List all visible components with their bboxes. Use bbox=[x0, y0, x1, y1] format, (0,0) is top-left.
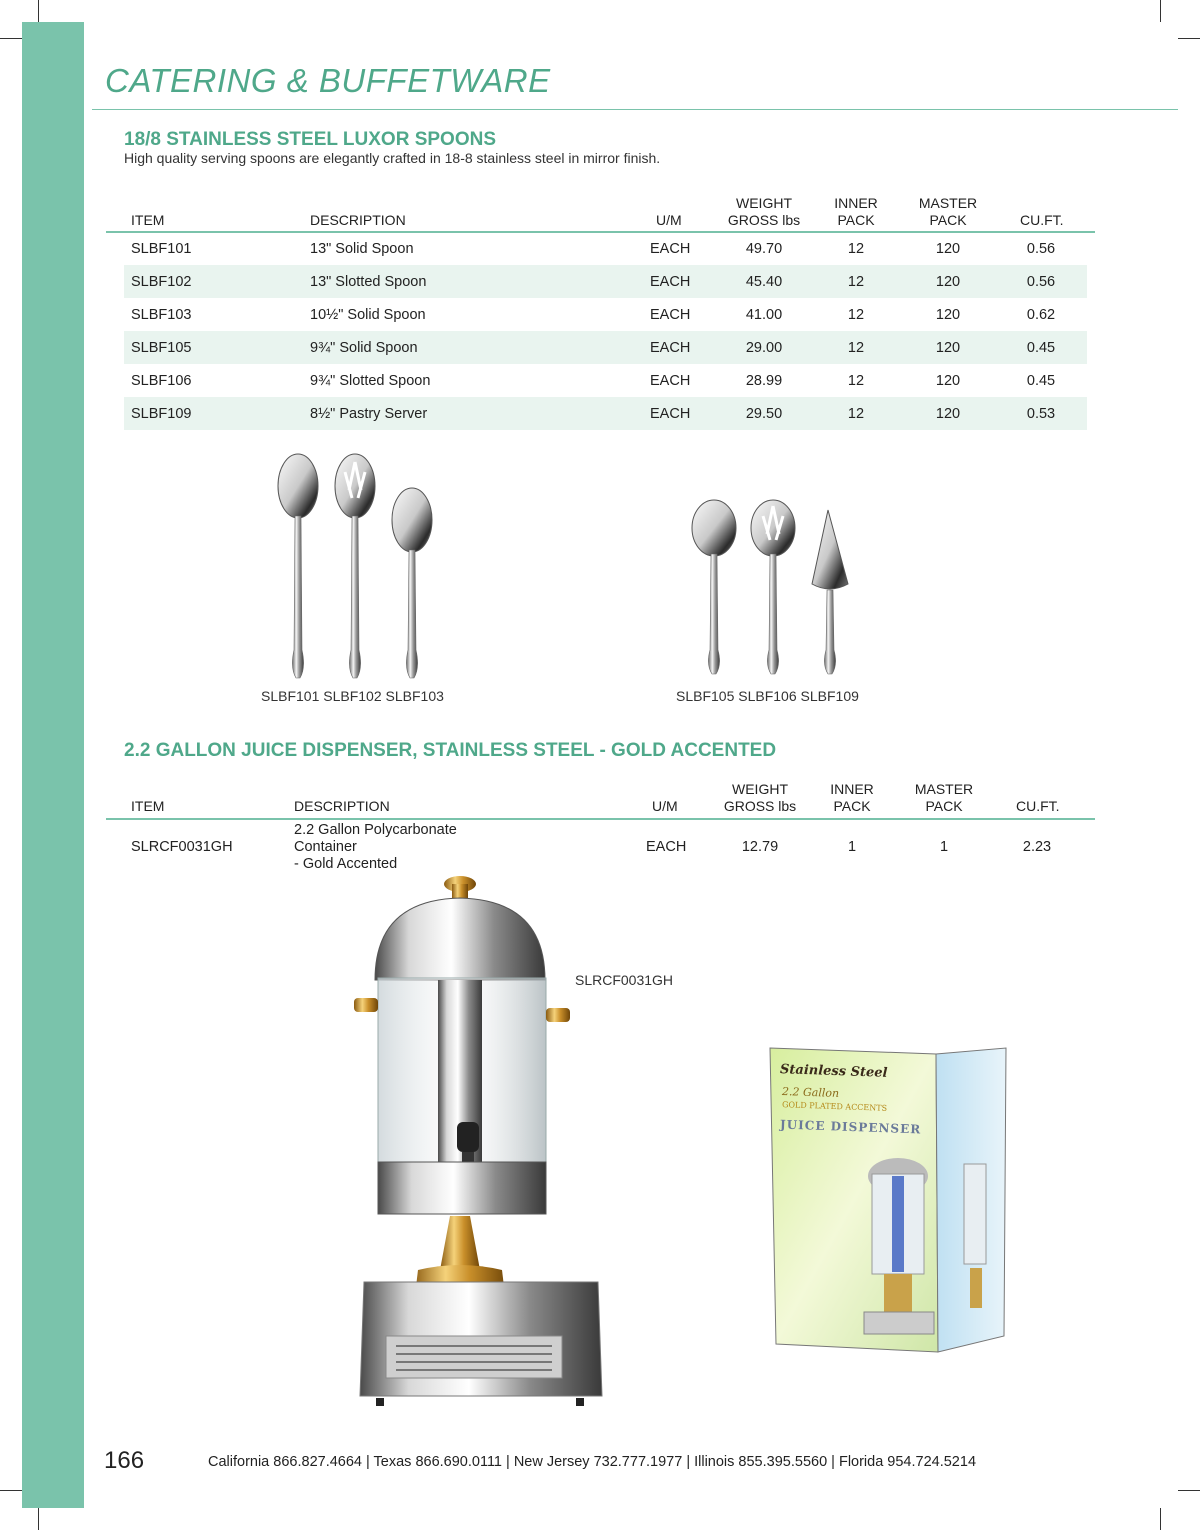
cell-item: SLBF106 bbox=[131, 373, 192, 389]
cell-master: 120 bbox=[935, 274, 961, 290]
cell-description: 13" Slotted Spoon bbox=[310, 274, 427, 290]
box-text-line4: JUICE DISPENSER bbox=[779, 1117, 922, 1137]
page-title: CATERING & BUFFETWARE bbox=[105, 62, 551, 99]
crop-mark bbox=[0, 1490, 22, 1491]
cell-inner: 12 bbox=[847, 241, 865, 257]
dispenser-header-rule bbox=[106, 818, 1095, 820]
col-inner-pack bbox=[818, 781, 886, 815]
crop-mark bbox=[1160, 1508, 1161, 1530]
col-weight bbox=[714, 781, 806, 815]
spoon-slbf106-image bbox=[751, 500, 795, 674]
col-cuft: CU.FT. bbox=[1020, 212, 1064, 228]
box-text-line2: 2.2 Gallon bbox=[781, 1085, 840, 1100]
col-description: DESCRIPTION bbox=[310, 212, 406, 228]
cell-inner: 12 bbox=[847, 340, 865, 356]
footer-contacts: California 866.827.4664 | Texas 866.690.0111 | New Jersey 732.777.1977 | Illinois 855.395.5560 | Florida 954.724.5214 bbox=[208, 1454, 977, 1470]
cell-description: 13" Solid Spoon bbox=[310, 241, 414, 257]
cell-cuft: 2.23 bbox=[1022, 839, 1052, 855]
cell-um: EACH bbox=[650, 274, 691, 290]
cell-weight: 28.99 bbox=[745, 373, 783, 389]
cell-um: EACH bbox=[650, 406, 691, 422]
cell-cuft: 0.56 bbox=[1026, 274, 1056, 290]
cell-description: 9¾" Slotted Spoon bbox=[310, 373, 431, 389]
cell-cuft: 0.56 bbox=[1026, 241, 1056, 257]
col-um: U/M bbox=[656, 212, 682, 228]
spoon-slbf109-image bbox=[812, 510, 848, 674]
box-text-line1: Stainless Steel bbox=[779, 1062, 888, 1081]
box-text-line3: GOLD PLATED ACCENTS bbox=[781, 1100, 888, 1113]
cell-description: 9¾" Solid Spoon bbox=[310, 340, 418, 356]
dispenser-caption: SLRCF0031GH bbox=[575, 972, 674, 988]
cell-inner: 12 bbox=[847, 406, 865, 422]
cell-inner: 12 bbox=[847, 274, 865, 290]
col-weight-line1: WEIGHT bbox=[736, 195, 792, 211]
cell-um: EACH bbox=[650, 340, 691, 356]
col-item: ITEM bbox=[131, 798, 165, 814]
cell-item: SLBF105 bbox=[131, 340, 192, 356]
cell-cuft: 0.45 bbox=[1026, 340, 1056, 356]
cell-weight: 49.70 bbox=[745, 241, 783, 257]
cell-master: 120 bbox=[935, 241, 961, 257]
col-master-line2: PACK bbox=[925, 798, 963, 814]
col-inner-line1: INNER bbox=[830, 781, 874, 797]
cell-item: SLBF101 bbox=[131, 241, 192, 257]
cell-item: SLBF109 bbox=[131, 406, 192, 422]
dispenser-section-title: 2.2 GALLON JUICE DISPENSER, STAINLESS STEEL - GOLD ACCENTED bbox=[124, 740, 777, 761]
cell-item: SLBF103 bbox=[131, 307, 192, 323]
col-description: DESCRIPTION bbox=[294, 798, 390, 814]
col-um: U/M bbox=[652, 798, 678, 814]
dispenser-box-image bbox=[768, 1044, 1008, 1358]
col-master-line1: MASTER bbox=[918, 195, 978, 211]
cell-master: 120 bbox=[935, 373, 961, 389]
col-weight-line2: GROSS lbs bbox=[727, 212, 801, 228]
cell-master: 1 bbox=[939, 839, 949, 855]
cell-description-line1: 2.2 Gallon Polycarbonate bbox=[294, 822, 457, 838]
cell-item: SLBF102 bbox=[131, 274, 192, 290]
cell-description: 10½" Solid Spoon bbox=[310, 307, 426, 323]
spoons-section-title: 18/8 STAINLESS STEEL LUXOR SPOONS bbox=[124, 129, 496, 150]
col-inner-line2: PACK bbox=[837, 212, 875, 228]
col-weight-line2: GROSS lbs bbox=[723, 798, 797, 814]
spoon-slbf102-image bbox=[335, 454, 375, 678]
spoon-slbf105-image bbox=[692, 500, 736, 674]
cell-master: 120 bbox=[935, 340, 961, 356]
page-number: 166 bbox=[104, 1447, 145, 1474]
spoons-caption-left: SLBF101 SLBF102 SLBF103 bbox=[261, 688, 444, 704]
col-inner-line1: INNER bbox=[834, 195, 878, 211]
spoon-slbf103-image bbox=[392, 488, 432, 678]
col-master-pack bbox=[904, 781, 984, 815]
cell-weight: 29.00 bbox=[745, 340, 783, 356]
cell-inner: 1 bbox=[847, 839, 857, 855]
spoons-illustration bbox=[0, 0, 1200, 720]
crop-mark bbox=[1178, 1490, 1200, 1491]
col-master-line2: PACK bbox=[929, 212, 967, 228]
col-item: ITEM bbox=[131, 212, 165, 228]
col-weight-line1: WEIGHT bbox=[732, 781, 788, 797]
cell-weight: 41.00 bbox=[745, 307, 783, 323]
col-inner-line2: PACK bbox=[833, 798, 871, 814]
cell-description bbox=[294, 822, 457, 873]
cell-cuft: 0.45 bbox=[1026, 373, 1056, 389]
cell-cuft: 0.62 bbox=[1026, 307, 1056, 323]
cell-cuft: 0.53 bbox=[1026, 406, 1056, 422]
cell-weight: 45.40 bbox=[745, 274, 783, 290]
cell-weight: 29.50 bbox=[745, 406, 783, 422]
cell-inner: 12 bbox=[847, 307, 865, 323]
cell-description-line3: - Gold Accented bbox=[294, 856, 398, 872]
col-cuft: CU.FT. bbox=[1016, 798, 1060, 814]
spoons-caption-right: SLBF105 SLBF106 SLBF109 bbox=[676, 688, 859, 704]
spoons-section-description: High quality serving spoons are elegantly crafted in 18-8 stainless steel in mirror finish. bbox=[124, 150, 661, 166]
cell-inner: 12 bbox=[847, 373, 865, 389]
cell-um: EACH bbox=[646, 839, 687, 855]
cell-description: 8½" Pastry Server bbox=[310, 406, 428, 422]
col-master-line1: MASTER bbox=[914, 781, 974, 797]
cell-item: SLRCF0031GH bbox=[131, 839, 233, 855]
cell-um: EACH bbox=[650, 307, 691, 323]
cell-um: EACH bbox=[650, 373, 691, 389]
cell-weight: 12.79 bbox=[741, 839, 779, 855]
crop-mark bbox=[38, 1508, 39, 1530]
cell-description-line2: Container bbox=[294, 839, 357, 855]
cell-master: 120 bbox=[935, 307, 961, 323]
cell-um: EACH bbox=[650, 241, 691, 257]
cell-master: 120 bbox=[935, 406, 961, 422]
juice-dispenser-image bbox=[340, 870, 620, 1426]
spoon-slbf101-image bbox=[278, 454, 318, 678]
